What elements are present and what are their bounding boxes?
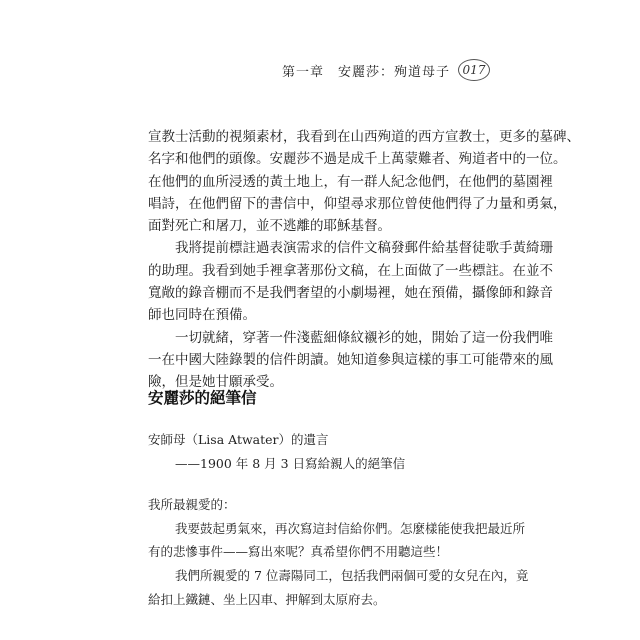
- letter-line: 給扣上鐵鏈、坐上囚車、押解到太原府去。: [148, 591, 386, 607]
- running-header: [282, 58, 490, 82]
- body-text: [148, 126, 580, 394]
- text-line: 唱詩，在他們留下的書信中，仰望尋求那位曾使他們得了力量和勇氣，: [148, 195, 567, 212]
- text-line: 在他們的血所浸透的黃土地上，有一群人紀念他們，在他們的墓園裡: [148, 173, 553, 190]
- letter-line: 有的悲慘事件——寫出來呢？真希望你們不用聽這些！: [148, 544, 449, 560]
- letter-author-line: 安師母（Lisa Atwater）的遺言: [148, 432, 329, 447]
- text-line: 寬敞的錄音棚而不是我們奢望的小劇場裡，她在預備，攝像師和錄音: [148, 285, 553, 302]
- paragraph-3: [148, 327, 553, 394]
- text-line: 師也同時在預備。: [148, 307, 256, 324]
- text-line: 一在中國大陸錄製的信件朗讀。她知道參與這樣的事工可能帶來的風: [148, 351, 553, 368]
- letter-subtitle-line: ——1900 年 8 月 3 日寫給親人的絕筆信: [175, 455, 406, 471]
- page-number: 017: [458, 59, 490, 81]
- text-line: 一切就緒，穿著一件淺藍細條紋襯衫的她，開始了這一份我們唯: [175, 329, 553, 346]
- paragraph-2: [148, 237, 553, 326]
- letter-line: 我要鼓起勇氣來，再次寫這封信給你們。怎麼樣能使我把最近所: [175, 520, 526, 536]
- text-line: 的助理。我看到她手裡拿著那份文稿，在上面做了一些標註。在並不: [148, 262, 553, 279]
- text-line: 我將提前標註過表演需求的信件文稿發郵件給基督徒歌手黃綺珊: [175, 240, 553, 257]
- text-line: 面對死亡和屠刀，並不逃離的耶穌基督。: [148, 218, 391, 235]
- letter-block: [148, 428, 529, 611]
- letter-salutation: 我所最親愛的：: [148, 497, 236, 513]
- spacer: [148, 475, 498, 493]
- text-line: 名字和他們的頭像。安麗莎不過是成千上萬蒙難者、殉道者中的一位。: [148, 151, 567, 168]
- letter-line: 我們所親愛的 7 位壽陽同工，包括我們兩個可愛的女兒在內，竟: [175, 567, 529, 583]
- section-heading: 安麗莎的絕筆信: [148, 389, 257, 407]
- text-line: 宣教士活動的視頻素材，我看到在山西殉道的西方宣教士，更多的墓碑、: [148, 129, 580, 145]
- chapter-title: 第一章 安麗莎：殉道母子: [281, 64, 450, 80]
- paragraph-1: [148, 126, 580, 237]
- text-line: 險，但是她甘願承受。: [148, 374, 283, 391]
